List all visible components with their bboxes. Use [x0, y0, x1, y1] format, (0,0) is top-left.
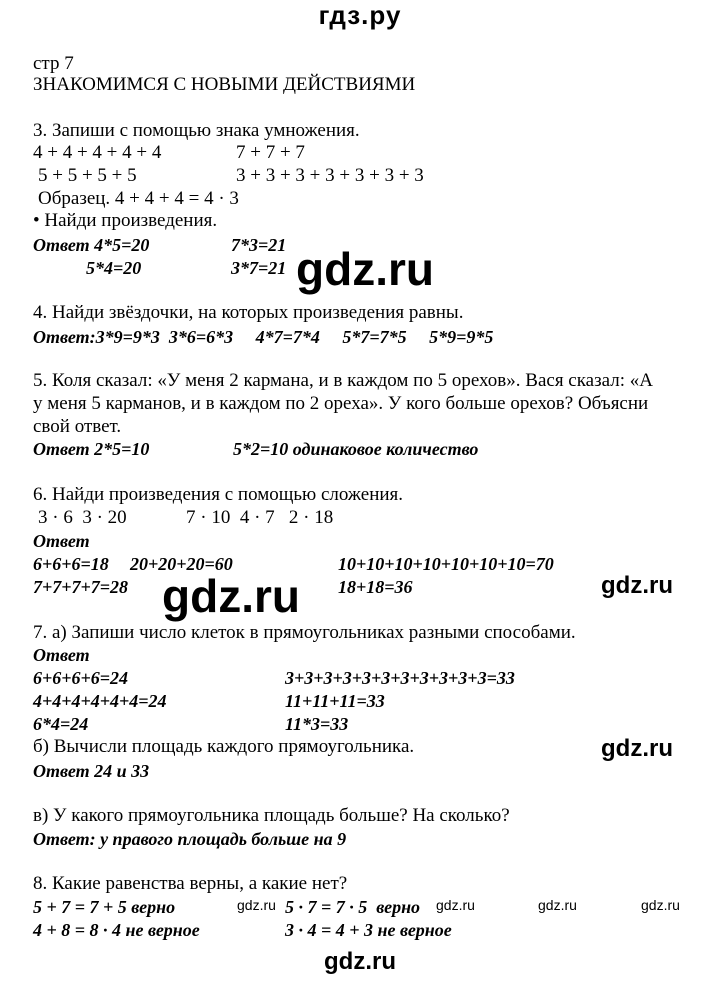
task6-answer-label: Ответ: [33, 531, 90, 551]
task6-exprs-a: 3 · 6 3 · 20: [38, 507, 127, 528]
watermark-footer: gdz.ru: [324, 948, 396, 975]
task7-sub-b: б) Вычисли площадь каждого прямоугольника.: [33, 736, 415, 757]
watermark-medium: gdz.ru: [601, 572, 673, 599]
task3-answer2a: 5*4=20: [86, 258, 142, 278]
page-label: стр 7: [33, 53, 74, 74]
task7-l2b: 11+11+11=33: [285, 691, 385, 711]
task6-r1a: 6+6+6=18: [33, 554, 109, 574]
task3-answer2b: 3*7=21: [231, 258, 287, 278]
task3-bullet: • Найди произведения.: [33, 210, 218, 231]
watermark-large: gdz.ru: [296, 243, 434, 295]
task6-r2c: 18+18=36: [338, 577, 413, 597]
task8-e1: 5 + 7 = 7 + 5 верно: [33, 897, 176, 917]
watermark-small-3: gdz.ru: [538, 897, 577, 913]
task7-l3a: 6*4=24: [33, 714, 89, 734]
task6-r1c: 10+10+10+10+10+10+10=70: [338, 554, 554, 574]
task3-expr2: 7 + 7 + 7: [236, 142, 305, 163]
task3-title: 3. Запиши с помощью знака умножения.: [33, 120, 360, 141]
task7-title: 7. а) Запиши число клеток в прямоугольниках разными способами.: [33, 622, 576, 643]
task3-expr3: 5 + 5 + 5 + 5: [38, 165, 137, 186]
task5-line2: у меня 5 карманов, и в каждом по 2 ореха». У кого больше орехов? Объясни: [33, 393, 649, 414]
task7-l2a: 4+4+4+4+4+4=24: [33, 691, 167, 711]
watermark-medium-2: gdz.ru: [601, 735, 673, 762]
task7-answer-c: Ответ: у правого площадь больше на 9: [33, 829, 347, 849]
watermark-small-2: gdz.ru: [436, 897, 475, 913]
task7-l3b: 11*3=33: [285, 714, 349, 734]
task3-answer1b: 7*3=21: [231, 235, 287, 255]
task8-title: 8. Какие равенства верны, а какие нет?: [33, 873, 348, 894]
task5-line3: свой ответ.: [33, 416, 122, 437]
task5-line1: 5. Коля сказал: «У меня 2 кармана, и в каждом по 5 орехов». Вася сказал: «А: [33, 370, 653, 391]
task7-l1a: 6+6+6+6=24: [33, 668, 129, 688]
task7-answer-label: Ответ: [33, 645, 90, 665]
task4-title: 4. Найди звёздочки, на которых произведения равны.: [33, 302, 464, 323]
task6-r1b: 20+20+20=60: [130, 554, 233, 574]
task3-sample: Образец. 4 + 4 + 4 = 4 · 3: [38, 188, 239, 209]
watermark-small-1: gdz.ru: [237, 897, 276, 913]
site-header: гдз.ру: [318, 0, 402, 30]
task7-l1b: 3+3+3+3+3+3+3+3+3+3+3=33: [285, 668, 515, 688]
task8-e2: 5 · 7 = 7 · 5 верно: [285, 897, 421, 917]
task8-e3: 4 + 8 = 8 · 4 не верное: [33, 920, 200, 940]
page-title: ЗНАКОМИМСЯ С НОВЫМИ ДЕЙСТВИЯМИ: [33, 74, 416, 95]
task7-answer-b: Ответ 24 и 33: [33, 761, 150, 781]
task6-exprs-b: 7 · 10 4 · 7 2 · 18: [186, 507, 334, 528]
task6-r2a: 7+7+7+7=28: [33, 577, 129, 597]
task3-expr4: 3 + 3 + 3 + 3 + 3 + 3 + 3: [236, 165, 424, 186]
watermark-small-4: gdz.ru: [641, 897, 680, 913]
task5-answer-a: Ответ 2*5=10: [33, 439, 150, 459]
task6-title: 6. Найди произведения с помощью сложения.: [33, 484, 404, 505]
watermark-large-2: gdz.ru: [162, 570, 300, 622]
task5-answer-b: 5*2=10 одинаковое количество: [233, 439, 479, 459]
task3-answer1a: Ответ 4*5=20: [33, 235, 150, 255]
task8-e4: 3 · 4 = 4 + 3 не верное: [285, 920, 452, 940]
task7-sub-c: в) У какого прямоугольника площадь больше? На сколько?: [33, 805, 510, 826]
task4-answer: Ответ:3*9=9*3 3*6=6*3 4*7=7*4 5*7=7*5 5*9=9*5: [33, 327, 494, 347]
task3-expr1: 4 + 4 + 4 + 4 + 4: [33, 142, 162, 163]
